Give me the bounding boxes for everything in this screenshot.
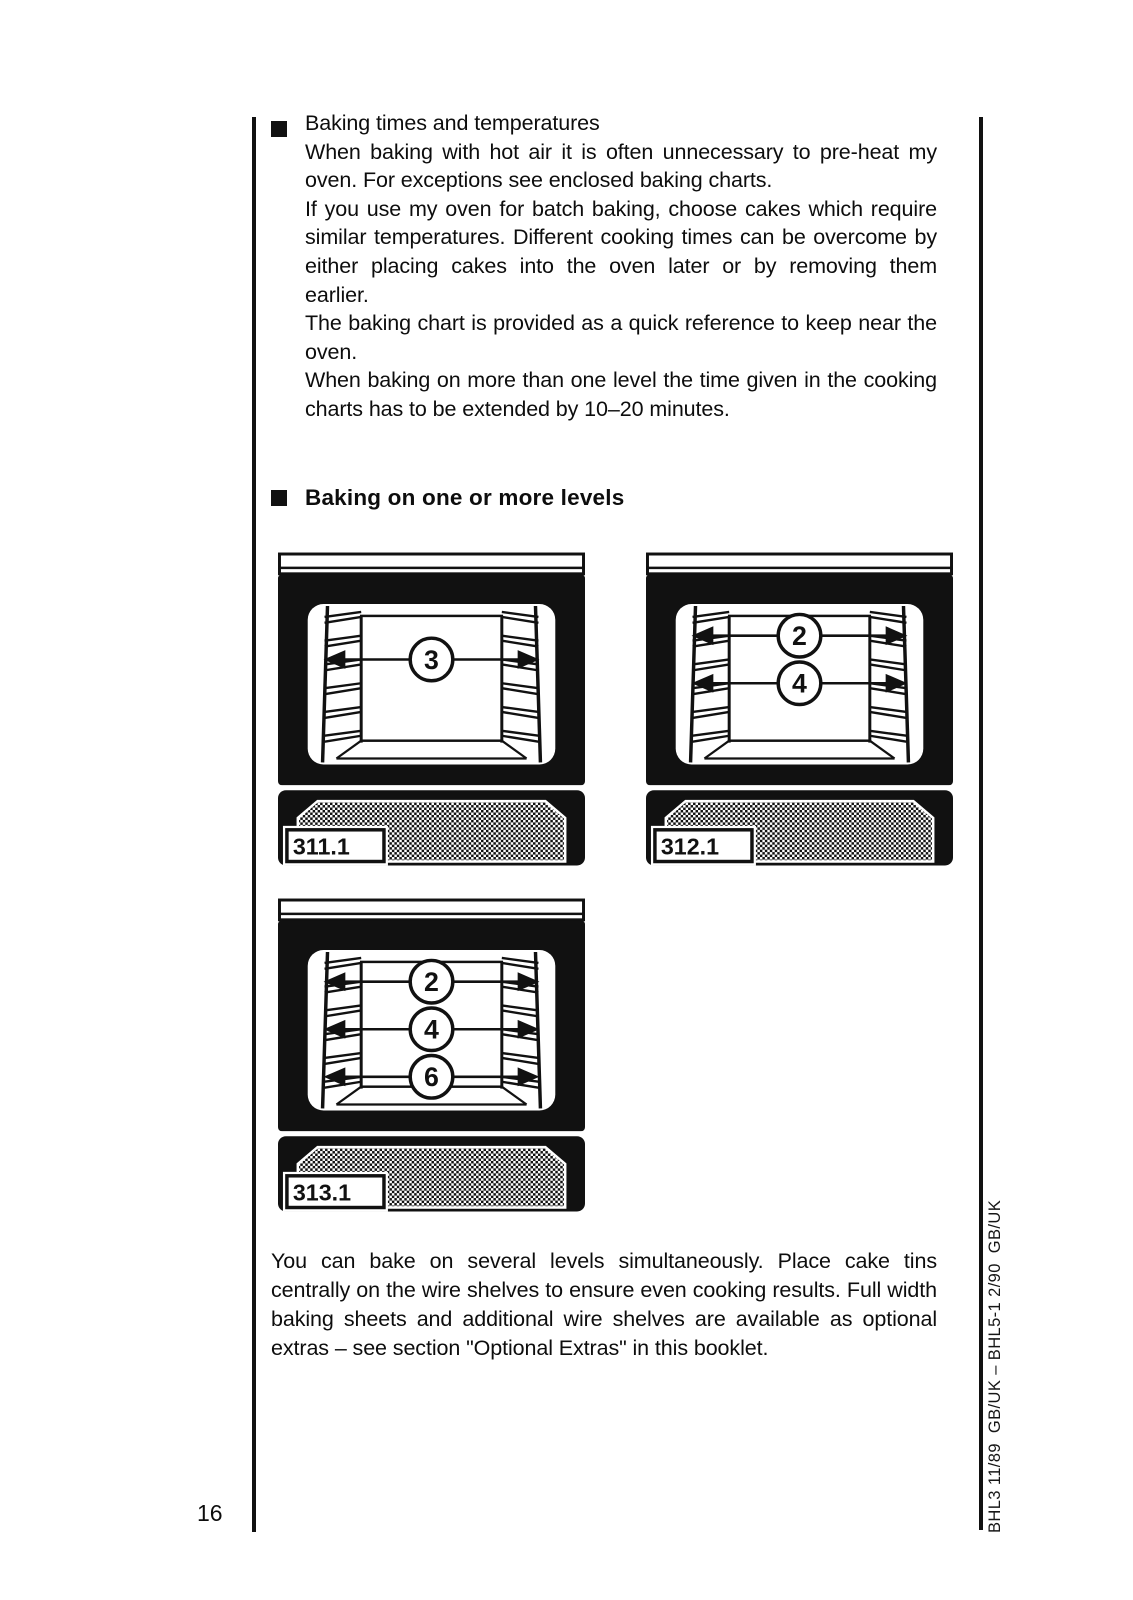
section1-title: Baking times and temperatures: [305, 111, 600, 135]
oven-svg: [646, 551, 953, 867]
section1-paragraph: When baking with hot air it is often unnecessary to pre-heat my oven. For exceptions see enclosed baking charts.: [305, 139, 937, 193]
print-code-vertical: BHL3 11/89 GB/UK – BHL5-1 2/90 GB/UK: [986, 1199, 1004, 1533]
bullet-square-icon: [271, 490, 287, 506]
right-column-rule: [979, 117, 983, 1530]
section1-paragraph: When baking on more than one level the time given in the cooking charts has to be extended by 10–20 minutes.: [305, 368, 937, 421]
section1-paragraph: If you use my oven for batch baking, choose cakes which require similar temperatures. Different cooking times can be overcome by either placing cakes into the oven later or by removing them earlier.: [305, 196, 937, 307]
shelf-level-number: 4: [424, 1014, 439, 1045]
figure-number-label: 313.1: [292, 1179, 352, 1206]
section2-caption: You can bake on several levels simultaneously. Place cake tins centrally on the wire shelves to ensure even cooking results. Full width baking sheets and additional wire shelves are available as optional extras – see section "Optional Extras" in this booklet.: [271, 1249, 937, 1360]
shelf-level-number: 4: [792, 668, 807, 699]
oven-diagram-311-1: [278, 551, 585, 867]
page-number: 16: [197, 1500, 223, 1526]
bullet-square-icon: [271, 121, 287, 137]
figure-number-label: 312.1: [660, 833, 720, 860]
oven-diagram-312-1: [646, 551, 953, 867]
oven-diagram-313-1: [278, 897, 585, 1213]
section2-title: Baking on one or more levels: [305, 485, 625, 510]
oven-svg: [278, 551, 585, 867]
figure-number-label: 311.1: [292, 833, 350, 860]
left-column-rule: [252, 117, 256, 1532]
section-baking-times: [305, 109, 937, 424]
section1-paragraph: The baking chart is provided as a quick reference to keep near the oven.: [305, 311, 937, 364]
shelf-level-number: 6: [424, 1062, 439, 1093]
oven-svg: [278, 897, 585, 1213]
shelf-level-number: 3: [424, 644, 439, 675]
shelf-level-number: 2: [792, 621, 807, 652]
shelf-level-number: 2: [424, 967, 439, 998]
